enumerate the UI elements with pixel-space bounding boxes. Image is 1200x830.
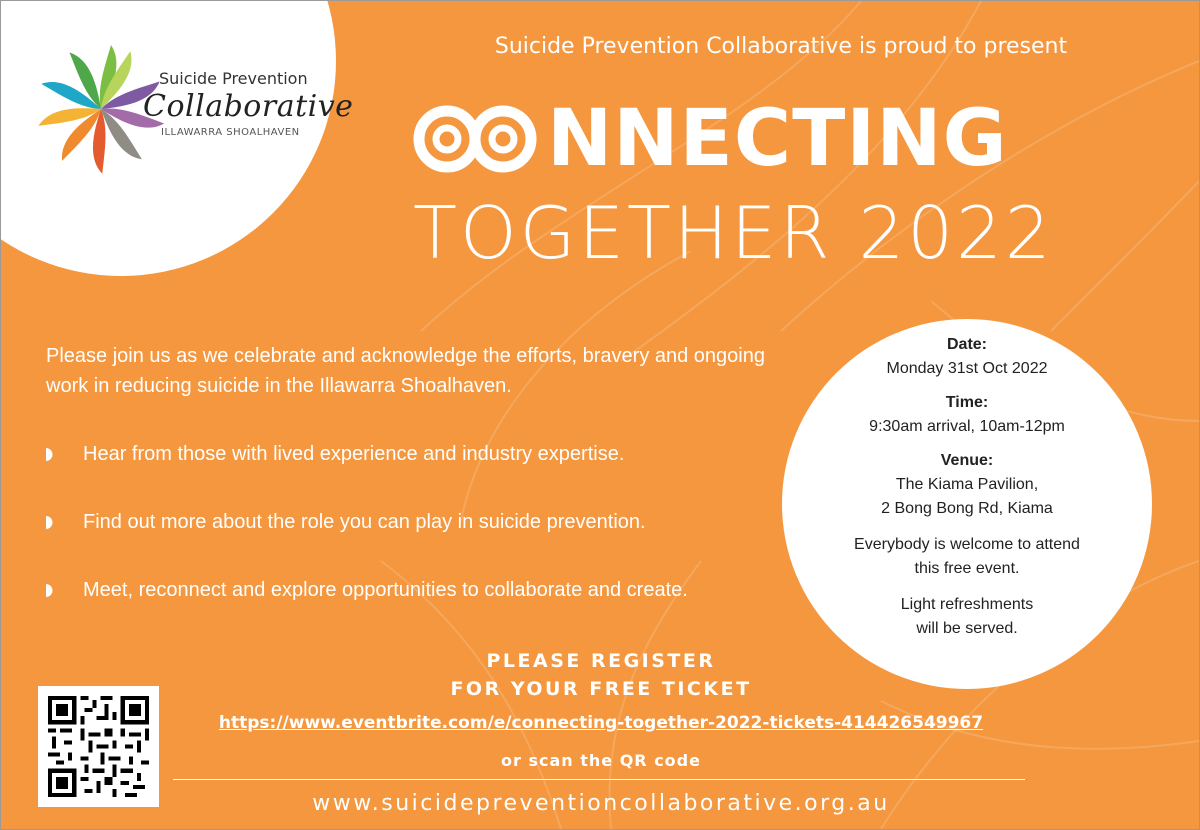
event-title-line-2: TOGETHER 2022 bbox=[413, 191, 1054, 275]
lead-paragraph: Please join us as we celebrate and acknowledge the efforts, bravery and ongoing work in reducing suicide in the Illawarra Shoalhaven. bbox=[46, 345, 765, 397]
date-label: Date: bbox=[946, 336, 987, 353]
half-circle-bullet-icon bbox=[46, 584, 53, 597]
event-details-circle bbox=[782, 319, 1152, 689]
time-value: 9:30am arrival, 10am-12pm bbox=[869, 418, 1065, 435]
qr-code-panel bbox=[38, 686, 159, 807]
list-item bbox=[46, 439, 766, 469]
list-item bbox=[46, 507, 766, 537]
date-value: Monday 31st Oct 2022 bbox=[886, 360, 1048, 377]
event-details bbox=[782, 333, 1152, 641]
half-circle-bullet-icon bbox=[46, 516, 53, 529]
register-heading bbox=[421, 647, 781, 703]
venue-label: Venue: bbox=[940, 452, 994, 469]
venue-line-2: 2 Bong Bong Rd, Kiama bbox=[881, 500, 1053, 517]
welcome-line-1: Everybody is welcome to attend bbox=[854, 536, 1080, 553]
infinity-loop-icon bbox=[411, 101, 541, 177]
welcome-line-2: this free event. bbox=[914, 560, 1020, 577]
venue-line-1: The Kiama Pavilion, bbox=[895, 476, 1039, 493]
register-line-2: FOR YOUR FREE TICKET bbox=[450, 678, 752, 700]
event-title-line-1 bbox=[411, 89, 1008, 189]
list-item bbox=[46, 575, 766, 605]
website-link[interactable]: www.suicidepreventioncollaborative.org.au bbox=[312, 791, 890, 816]
bullet-text: Hear from those with lived experience and industry expertise. bbox=[83, 443, 625, 465]
refreshments-line-1: Light refreshments bbox=[900, 596, 1034, 613]
half-circle-bullet-icon bbox=[46, 448, 53, 461]
registration-link[interactable]: https://www.eventbrite.com/e/connecting-together-2022-tickets-414426549967 bbox=[218, 713, 984, 733]
refreshments-line-2: will be served. bbox=[916, 620, 1018, 637]
divider bbox=[173, 779, 1025, 780]
register-line-1: PLEASE REGISTER bbox=[486, 650, 716, 672]
qr-code-icon[interactable] bbox=[48, 696, 149, 797]
bullet-list bbox=[46, 439, 766, 643]
event-title-word: NNECTING bbox=[547, 94, 1008, 184]
bullet-text: Find out more about the role you can play in suicide prevention. bbox=[83, 511, 646, 533]
logo-line-3: ILLAWARRA SHOALHAVEN bbox=[161, 127, 300, 138]
intro-text: Suicide Prevention Collaborative is proud to present bbox=[494, 34, 1068, 59]
logo-line-2: Collaborative bbox=[143, 89, 354, 124]
logo-line-1: Suicide Prevention bbox=[159, 69, 308, 88]
scan-qr-text: or scan the QR code bbox=[501, 751, 701, 770]
bullet-text: Meet, reconnect and explore opportunities to collaborate and create. bbox=[83, 579, 688, 601]
time-label: Time: bbox=[945, 394, 989, 411]
